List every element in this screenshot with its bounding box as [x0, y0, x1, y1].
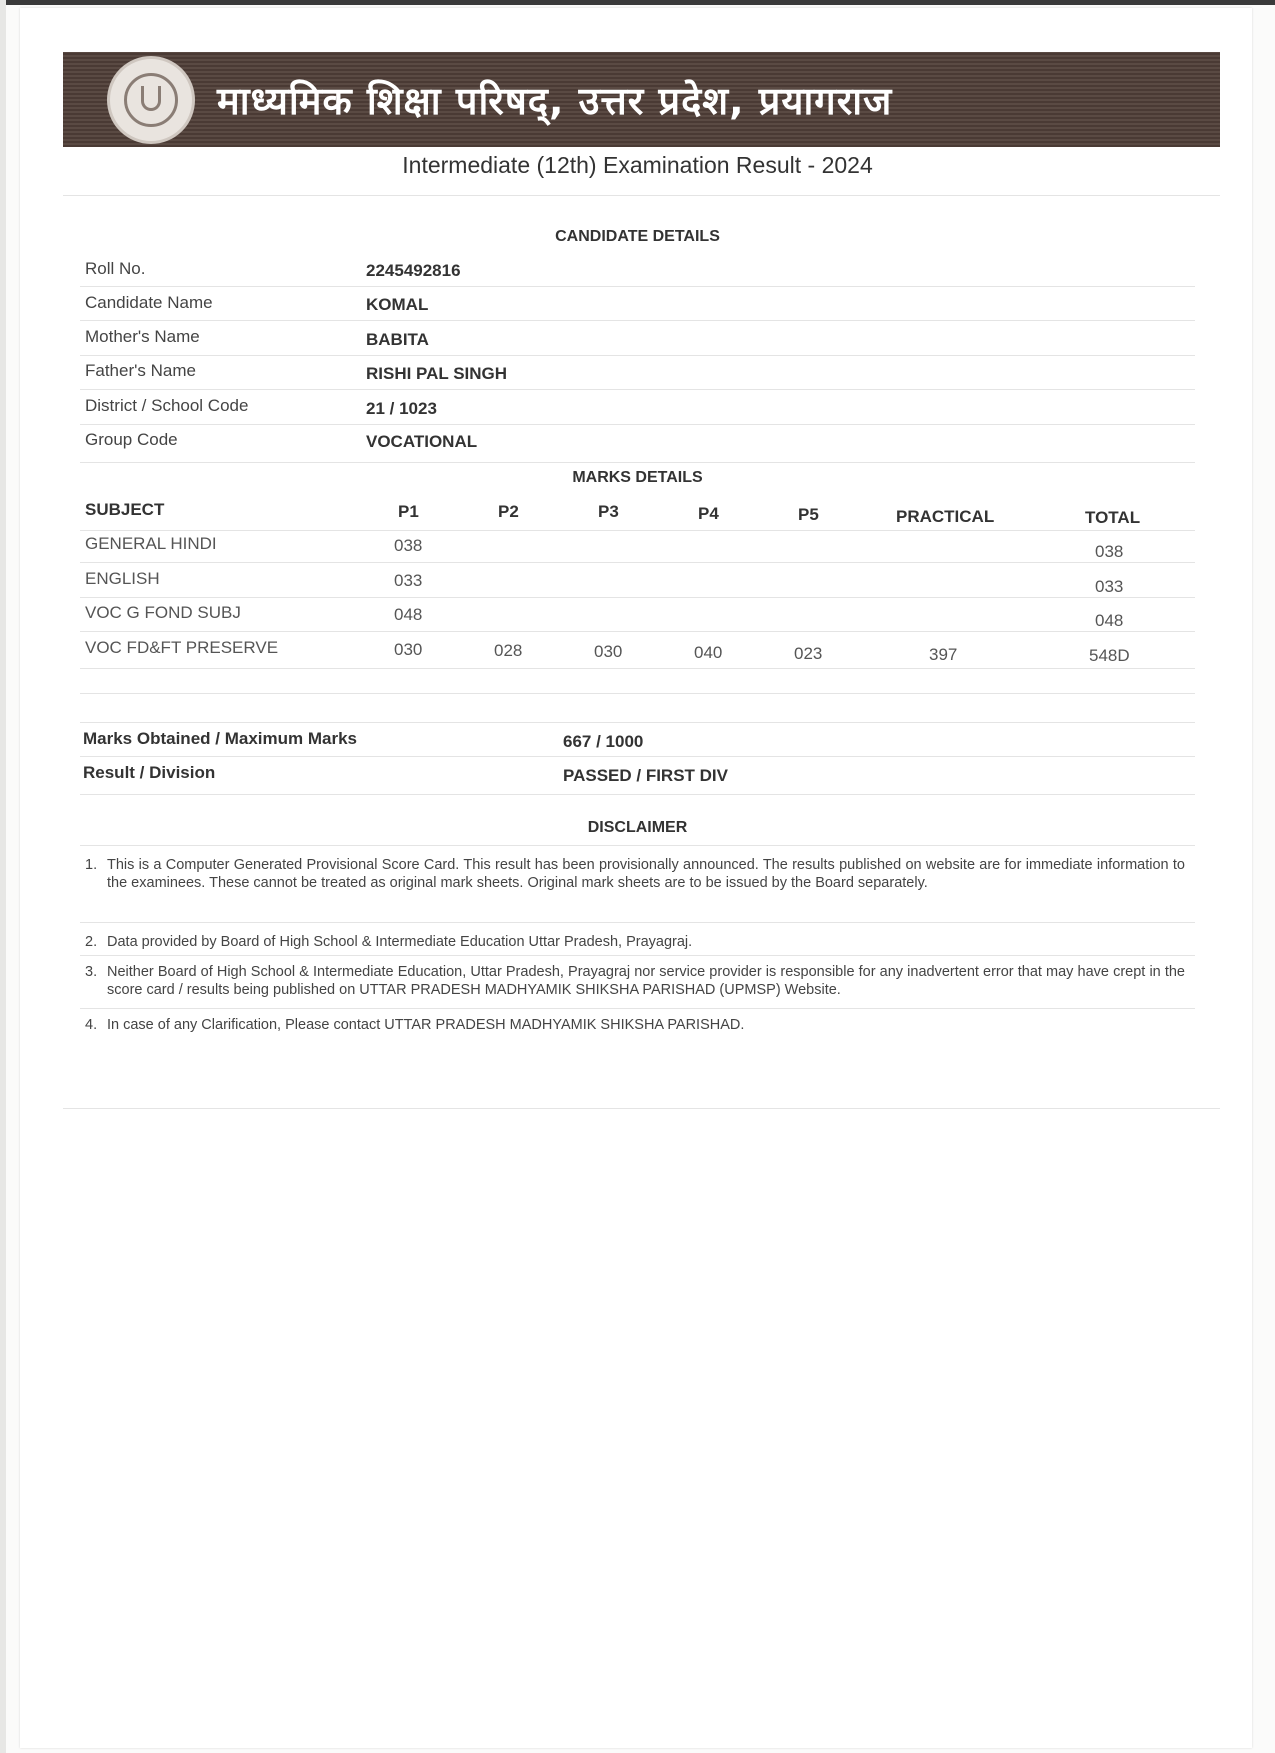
divider: [63, 1108, 1220, 1109]
scan-left-edge: [0, 0, 6, 1753]
disclaimer-item-number: 3.: [85, 964, 98, 980]
col-header-p2: P2: [498, 502, 519, 521]
row-divider: [80, 845, 1195, 846]
table-row-subject: ENGLISH: [85, 569, 160, 588]
table-cell-p2: 028: [494, 641, 523, 660]
marks-obtained-label: Marks Obtained / Maximum Marks: [83, 729, 357, 748]
board-title-hindi: माध्यमिक शिक्षा परिषद्, उत्तर प्रदेश, प्रयागराज: [217, 78, 893, 123]
value-fathers-name: RISHI PAL SINGH: [366, 364, 508, 383]
table-cell-p1: 038: [394, 536, 423, 555]
row-divider: [80, 722, 1195, 723]
value-group-code: VOCATIONAL: [366, 432, 478, 451]
row-divider: [80, 794, 1195, 795]
disclaimer-heading: DISCLAIMER: [587, 819, 688, 836]
table-cell-total: 038: [1095, 542, 1124, 561]
label-roll-no: Roll No.: [85, 259, 146, 278]
candidate-details-heading: CANDIDATE DETAILS: [555, 228, 720, 245]
table-row-subject: GENERAL HINDI: [85, 534, 217, 553]
row-divider: [80, 355, 1195, 356]
table-cell-total: 033: [1095, 577, 1124, 596]
col-header-p4: P4: [698, 504, 719, 523]
row-divider: [80, 1008, 1195, 1009]
table-cell-p5: 023: [794, 644, 823, 663]
col-header-p1: P1: [398, 502, 419, 521]
label-fathers-name: Father's Name: [85, 361, 196, 380]
board-seal-icon: [107, 56, 195, 144]
header-banner: [63, 52, 1220, 147]
disclaimer-item-4: [85, 1016, 1185, 1034]
table-cell-p3: 030: [594, 642, 623, 661]
col-header-practical: PRACTICAL: [896, 507, 995, 526]
table-cell-p1: 030: [394, 640, 423, 659]
row-divider: [80, 955, 1195, 956]
row-divider: [80, 922, 1195, 923]
label-candidate-name: Candidate Name: [85, 293, 213, 312]
label-district-school-code: District / School Code: [85, 396, 249, 415]
table-cell-practical: 397: [929, 645, 958, 664]
row-divider: [80, 597, 1195, 598]
table-cell-p4: 040: [694, 643, 723, 662]
row-divider: [80, 320, 1195, 321]
disclaimer-item-text: Data provided by Board of High School & Intermediate Education Uttar Pradesh, Prayagraj.: [107, 934, 693, 950]
value-district-school-code: 21 / 1023: [366, 399, 437, 418]
disclaimer-item-number: 1.: [85, 857, 98, 873]
col-header-total: TOTAL: [1085, 508, 1141, 527]
exam-title: Intermediate (12th) Examination Result - 2024: [402, 152, 873, 178]
label-group-code: Group Code: [85, 430, 178, 449]
value-mothers-name: BABITA: [366, 330, 429, 349]
table-cell-p1: 033: [394, 571, 423, 590]
value-candidate-name: KOMAL: [366, 295, 429, 314]
disclaimer-item-number: 4.: [85, 1017, 98, 1033]
row-divider: [80, 462, 1195, 463]
table-cell-total: 048: [1095, 611, 1124, 630]
row-divider: [80, 424, 1195, 425]
row-divider: [80, 631, 1195, 632]
disclaimer-item-3: [85, 963, 1185, 999]
divider: [63, 195, 1220, 196]
table-cell-total: 548D: [1089, 646, 1130, 665]
label-mothers-name: Mother's Name: [85, 327, 200, 346]
row-divider: [80, 389, 1195, 390]
scan-top-edge: [0, 0, 1275, 5]
result-division-label: Result / Division: [83, 763, 216, 782]
table-cell-p1: 048: [394, 605, 423, 624]
row-divider: [80, 286, 1195, 287]
disclaimer-item-1: [85, 856, 1185, 892]
disclaimer-item-2: [85, 933, 1185, 951]
row-divider: [80, 693, 1195, 694]
table-row-subject: VOC FD&FT PRESERVE: [85, 638, 279, 657]
row-divider: [80, 562, 1195, 563]
disclaimer-item-text: In case of any Clarification, Please contact UTTAR PRADESH MADHYAMIK SHIKSHA PARISHAD.: [107, 1017, 745, 1033]
col-header-p3: P3: [598, 502, 619, 521]
disclaimer-item-text: This is a Computer Generated Provisional Score Card. This result has been provisionally announced. The results published on website are for immediate information to the examinees. These cannot be treated as original mark sheets. Original mark sheets are to be issued by the Board separately.: [107, 857, 1185, 891]
table-row-subject: VOC G FOND SUBJ: [85, 603, 241, 622]
disclaimer-item-text: Neither Board of High School & Intermediate Education, Uttar Pradesh, Prayagraj nor service provider is responsible for any inadvertent error that may have crept in the score card / results being published on UTTAR PRADESH MADHYAMIK SHIKSHA PARISHAD (UPMSP) Website.: [107, 964, 1185, 998]
row-divider: [80, 668, 1195, 669]
result-division-value: PASSED / FIRST DIV: [563, 766, 728, 785]
col-header-subject: SUBJECT: [85, 500, 165, 519]
value-roll-no: 2245492816: [366, 261, 461, 280]
col-header-p5: P5: [798, 505, 819, 524]
row-divider: [80, 530, 1195, 531]
marks-obtained-value: 667 / 1000: [563, 732, 644, 751]
disclaimer-item-number: 2.: [85, 934, 98, 950]
marks-details-heading: MARKS DETAILS: [572, 469, 703, 486]
row-divider: [80, 756, 1195, 757]
